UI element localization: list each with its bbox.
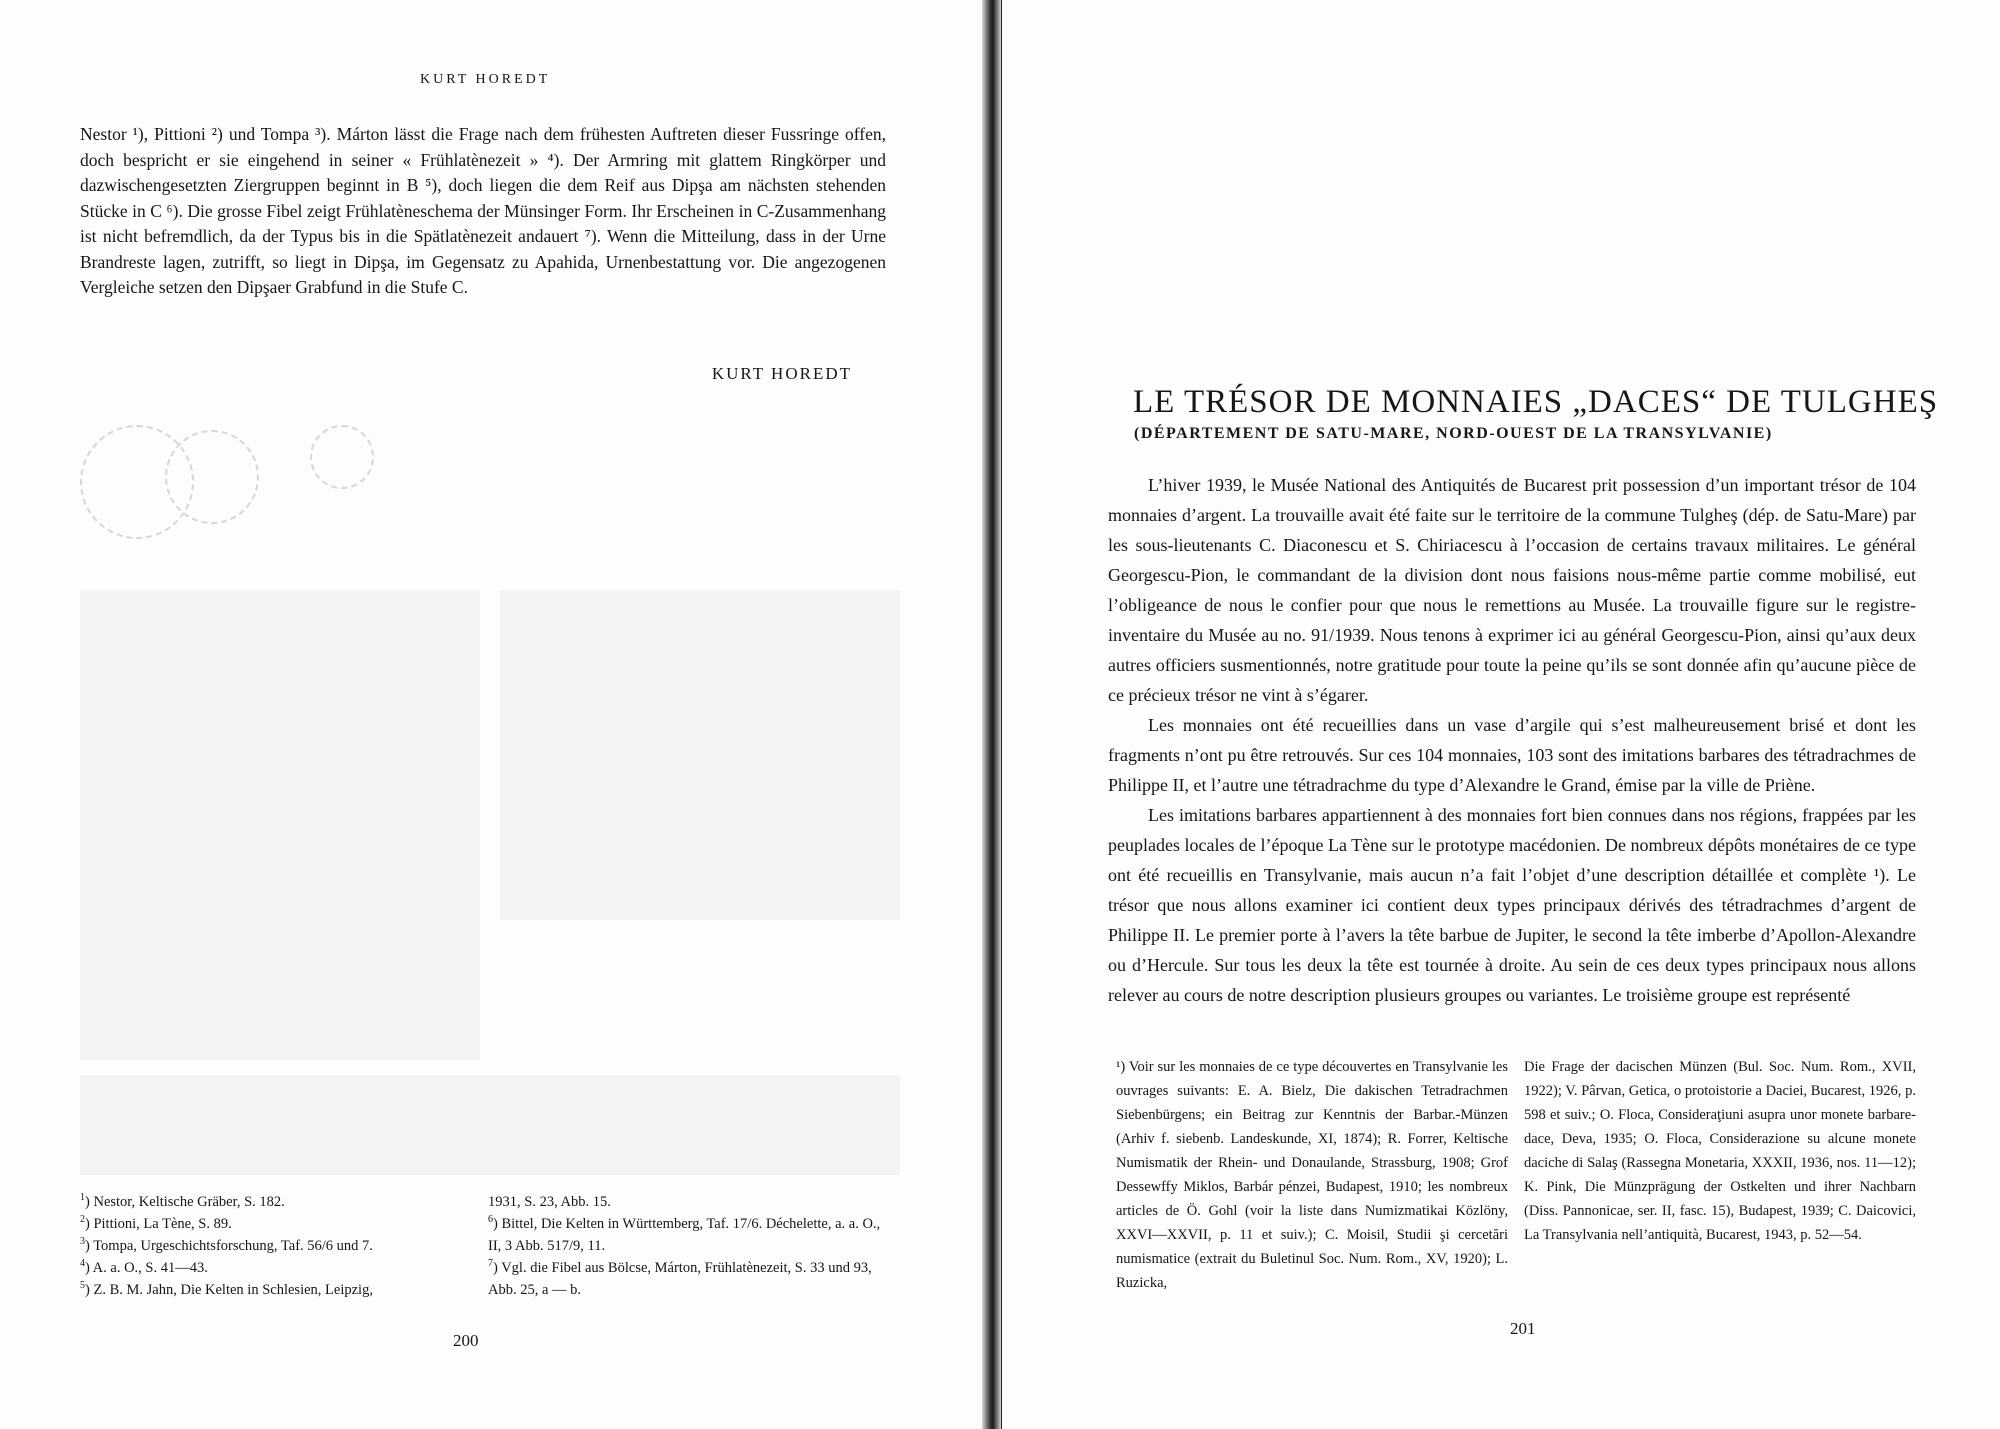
footnote: $^5$) Z. B. M. Jahn, Die Kelten in Schlesien, Leipzig,	[80, 1280, 373, 1298]
footnote: $^2$) Pittioni, La Tène, S. 89.	[80, 1214, 232, 1232]
body-text-right	[1108, 470, 1916, 1010]
show-through-ornament	[310, 425, 374, 489]
footnote-text: Pittioni, La Tène, S. 89.	[93, 1216, 232, 1232]
article-subtitle: (DÉPARTEMENT DE SATU-MARE, NORD-OUEST DE LA TRANSYLVANIE)	[1134, 425, 1773, 442]
footnote-number: 6	[488, 1214, 493, 1226]
footnote: $^7$) Vgl. die Fibel aus Bölcse, Márton, Frühlatènezeit, S. 33 und 93, Abb. 25, a — b.	[488, 1258, 872, 1298]
show-through-ornament	[165, 430, 259, 524]
page-number: 200	[453, 1331, 479, 1350]
show-through-text	[80, 1075, 900, 1175]
footnote: $^3$) Tompa, Urgeschichtsforschung, Taf. 56/6 und 7.	[80, 1236, 373, 1254]
footnote: $^6$) Bittel, Die Kelten in Württemberg, Taf. 17/6. Déchelette, a. a. O., II, 3 Abb. 517/9, 11.	[488, 1214, 881, 1254]
footnote-number: 3	[80, 1236, 85, 1248]
footnote: $^1$) Nestor, Keltische Gräber, S. 182.	[80, 1192, 285, 1210]
footnote-number: 4	[80, 1258, 85, 1270]
author-signature: KURT HOREDT	[711, 364, 852, 383]
footnote-text: A. a. O., S. 41—43.	[92, 1260, 208, 1276]
footnote-number: 2	[80, 1214, 85, 1226]
footnote-number: 1	[80, 1192, 85, 1204]
footnote-text: Z. B. M. Jahn, Die Kelten in Schlesien, Leipzig,	[93, 1282, 373, 1298]
show-through-text	[80, 590, 480, 1060]
footnotes-column-a	[80, 1191, 450, 1301]
left-page	[0, 0, 982, 1429]
show-through-text	[500, 590, 900, 920]
footnote-text: Bittel, Die Kelten in Württemberg, Taf. 17/6. Déchelette, a. a. O., II, 3 Abb. 517/9, 11.	[488, 1216, 881, 1254]
footnote-text: Vgl. die Fibel aus Bölcse, Márton, Frühlatènezeit, S. 33 und 93, Abb. 25, a — b.	[488, 1260, 872, 1298]
footnote-text: Tompa, Urgeschichtsforschung, Taf. 56/6 und 7.	[93, 1238, 373, 1254]
footnote-column-right: Die Frage der dacischen Münzen (Bul. Soc. Num. Rom., XVII, 1922); V. Pârvan, Getica, o protoistorie a Daciei, Bucarest, 1926, p. 598 et suiv.; O. Floca, Consideraţiuni asupra unor monete barbare-dace, Deva, 1935; O. Floca, Considerazione su alcune monete daciche di Salaş (Rassegna Monetaria, XXXII, 1936, nos. 11—12); K. Pink, Die Münzprägung der Ostkelten und ihrer Nachbarn (Diss. Pannonicae, ser. II, fasc. 15), Budapest, 1939; C. Daicovici, La Transylvania nell’antiquità, Bucarest, 1943, p. 52—54.	[1524, 1059, 1916, 1243]
body-text	[80, 122, 886, 301]
footnotes-right	[1116, 1055, 1916, 1295]
footnote-text: Nestor, Keltische Gräber, S. 182.	[93, 1194, 285, 1210]
paragraph: Les monnaies ont été recueillies dans un vase d’argile qui s’est malheureusement brisé et dont les fragments n’ont pu être retrouvés. Sur ces 104 monnaies, 103 sont des imitations barbares des tétradrachmes de Philippe II, et l’autre une tétradrachme du type d’Alexandre le Grand, émise par la ville de Priène.	[1108, 715, 1916, 795]
footnote-column-left: ¹) Voir sur les monnaies de ce type découvertes en Transylvanie les ouvrages suivants: E. A. Bielz, Die dakischen Tetradrachmen Siebenbürgens; ein Beitrag zur Kenntnis der Barbar.-Münzen (Arhiv f. siebenb. Landeskunde, XI, 1874); R. Forrer, Keltische Numismatik der Rhein- und Donaulande, Strassburg, 1908; Grof Dessewffy Miklos, Barbár pénzei, Budapest, 1910; les nombreux articles de Ö. Gohl (voir la liste dans Numizmatikai Közlöny, XXVI—XXVII, p. 11 et suiv.); C. Moisil, Studii şi cercetări numismatice (extrait du Buletinul Soc. Num. Rom., XV, 1920); L. Ruzicka,	[1116, 1059, 1508, 1291]
footnote: $^4$) A. a. O., S. 41—43.	[80, 1258, 208, 1276]
article-title: LE TRÉSOR DE MONNAIES „DACES“ DE TULGHEŞ	[1133, 384, 1939, 420]
footnotes-column-b	[488, 1191, 888, 1301]
paragraph: L’hiver 1939, le Musée National des Antiquités de Bucarest prit possession d’un important trésor de 104 monnaies d’argent. La trouvaille avait été faite sur le territoire de la commune Tulgheş (dép. de Satu-Mare) par les sous-lieutenants C. Diaconescu et S. Chiriacescu à l’occasion de certains travaux militaires. Le général Georgescu-Pion, le commandant de la division dont nous faisions nous-même partie comme mobilisé, eut l’obligeance de nous le confier pour que nous le remettions au Musée. La trouvaille figure sur le registre-inventaire du Musée au no. 91/1939. Nous tenons à exprimer ici au général Georgescu-Pion, ainsi qu’aux deux autres officiers susmentionnés, notre gratitude pour toute la peine qu’ils se sont donnée afin qu’aucune pièce de ce précieux trésor ne vint à s’égarer.	[1108, 475, 1916, 705]
footnote-number: 5	[80, 1280, 85, 1292]
running-head: KURT HOREDT	[420, 72, 551, 87]
footnote-text: 1931, S. 23, Abb. 15.	[488, 1194, 611, 1210]
paragraph: Nestor ¹), Pittioni ²) und Tompa ³). Márton lässt die Frage nach dem frühesten Auftreten dieser Fussringe offen, doch bespricht er sie eingehend in seiner « Frühlatènezeit » ⁴). Der Armring mit glattem Ringkörper und dazwischengesetzten Ziergruppen beginnt in B ⁵), doch liegen die dem Reif aus Dipşa am nächsten stehenden Stücke in C ⁶). Die grosse Fibel zeigt Frühlatèneschema der Münsinger Form. Ihr Erscheinen in C-Zusammenhang ist nicht befremdlich, da der Typus bis in die Spätlatènezeit andauert ⁷). Wenn die Mitteilung, dass in der Urne Brandreste lagen, zutrifft, so liegt in Dipşa, im Gegensatz zu Apahida, Urnenbestattung vor. Die angezogenen Vergleiche setzen den Dipşaer Grabfund in die Stufe C.	[80, 124, 886, 297]
footnote	[488, 1191, 888, 1213]
footnote-number: 7	[488, 1258, 493, 1270]
book-gutter	[982, 0, 1002, 1429]
paragraph: Les imitations barbares appartiennent à des monnaies fort bien connues dans nos régions, frappées par les peuplades locales de l’époque La Tène sur le prototype macédonien. De nombreux dépôts monétaires de ce type ont été recueillis en Transylvanie, mais aucun n’a fait l’objet d’une description détaillée et complète ¹). Le trésor que nous allons examiner ici contient deux types principaux dérivés des tétradrachmes d’argent de Philippe II. Le premier porte à l’avers la tête barbue de Jupiter, le second la tête imberbe d’Apollon-Alexandre ou d’Hercule. Sur tous les deux la tête est tournée à droite. Au sein de ces deux types principaux nous allons relever au cours de notre description plusieurs groupes ou variantes. Le troisième groupe est représenté	[1108, 805, 1916, 1005]
page-number: 201	[1510, 1319, 1536, 1338]
